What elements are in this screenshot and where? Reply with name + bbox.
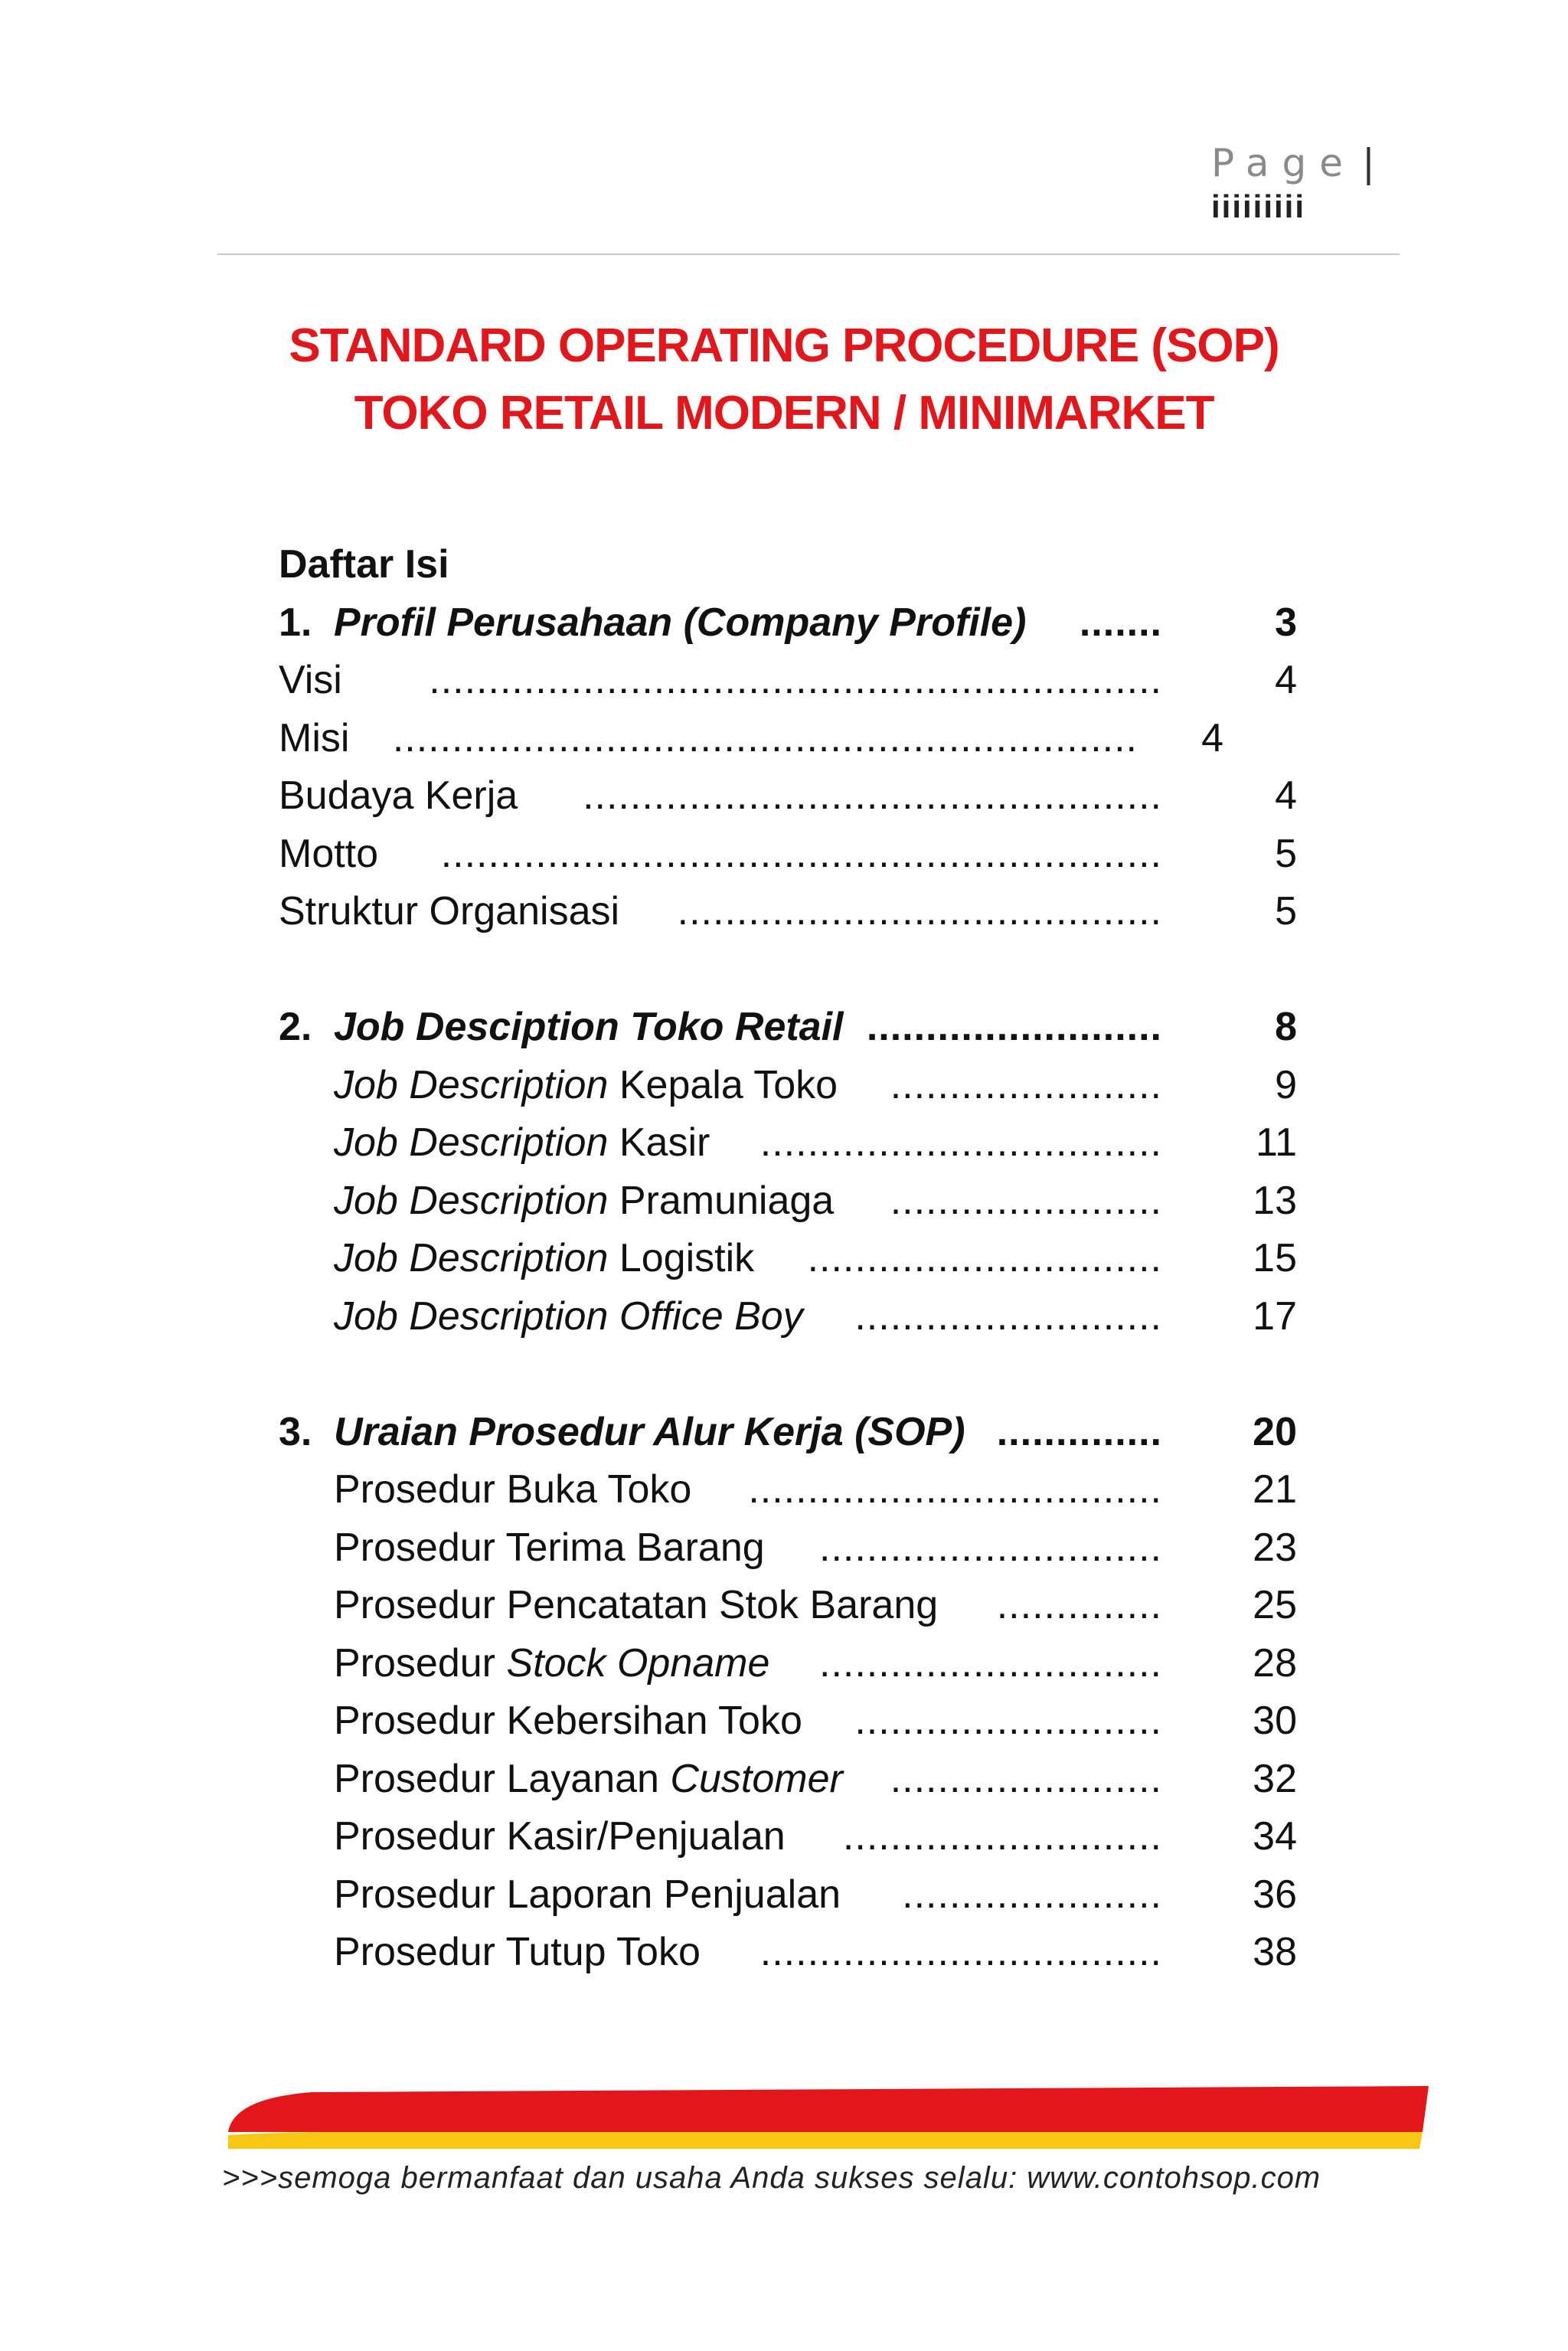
toc-page-number: 28 — [1253, 1640, 1297, 1686]
toc-item-label: Visi — [279, 658, 342, 702]
toc-item-label — [334, 1751, 843, 1809]
toc-item-jd-kepala-toko[interactable] — [279, 1057, 1297, 1115]
toc-item-label: Prosedur Terima Barang — [334, 1525, 765, 1570]
toc-item-prosedur-layanan-customer[interactable] — [279, 1751, 1297, 1809]
toc-item-misi[interactable] — [279, 710, 1297, 768]
toc-item-label-italic: Job Description Office Boy — [334, 1293, 803, 1339]
title-line-2: TOKO RETAIL MODERN / MINIMARKET — [354, 387, 1214, 440]
toc-page-number: 3 — [1275, 600, 1297, 645]
toc-item-label — [334, 1230, 754, 1288]
toc-page-number: 11 — [1256, 1120, 1297, 1165]
toc-item-visi[interactable] — [279, 652, 1297, 710]
toc-section-2[interactable] — [279, 999, 1297, 1057]
toc-page-number: 17 — [1253, 1293, 1297, 1339]
document-title — [0, 312, 1568, 447]
toc-item-motto[interactable] — [279, 826, 1297, 884]
toc-item-label — [334, 1635, 769, 1693]
toc-page-number: 32 — [1253, 1756, 1297, 1801]
toc-leader-dots: ....................... — [890, 1178, 1162, 1223]
toc-leader-dots: ......................... — [866, 1005, 1162, 1049]
toc-item-prosedur-kasir-penjualan[interactable] — [279, 1808, 1297, 1866]
toc-leader-dots: .......................... — [854, 1699, 1162, 1743]
toc-page-number: 30 — [1253, 1699, 1297, 1743]
toc-leader-dots: ............................................................. — [440, 831, 1162, 876]
toc-leader-dots: .............................. — [807, 1236, 1162, 1280]
toc-page-number: 4 — [1275, 658, 1297, 702]
toc-section-label — [279, 999, 844, 1057]
toc-leader-dots: ....................... — [890, 1756, 1162, 1801]
toc-leader-dots: .......................... — [854, 1293, 1162, 1339]
toc-item-jd-pramuniaga[interactable] — [279, 1172, 1297, 1231]
toc-item-label: Prosedur Kasir/Penjualan — [334, 1814, 786, 1859]
header-rule — [217, 253, 1400, 255]
toc-item-label-rest: Kepala Toko — [608, 1062, 838, 1107]
toc-page-number: 21 — [1253, 1467, 1297, 1512]
toc-page-number: 20 — [1253, 1409, 1297, 1454]
toc-item-label — [334, 1057, 838, 1115]
toc-leader-dots: ................................... — [748, 1467, 1162, 1512]
toc-leader-dots: ................................................. — [583, 773, 1162, 818]
toc-item-label: Motto — [279, 831, 379, 876]
toc-item-label: Struktur Organisasi — [279, 889, 620, 934]
toc-leader-dots: .................................. — [760, 1120, 1162, 1165]
page-header — [1211, 141, 1395, 225]
toc-section-number: 2. — [279, 1005, 312, 1049]
toc-section-label — [279, 1404, 965, 1462]
toc-item-prosedur-laporan-penjualan[interactable] — [279, 1866, 1297, 1924]
footer-text: >>>semoga bermanfaat dan usaha Anda sukses selalu: www.contohsop.com — [222, 2161, 1321, 2195]
toc-item-label: Prosedur Tutup Toko — [334, 1930, 701, 1974]
toc-item-label — [334, 1288, 803, 1346]
toc-page-number: 8 — [1275, 1005, 1297, 1049]
toc-item-label-italic: Stock Opname — [506, 1640, 770, 1686]
toc-item-label: Prosedur Pencatatan Stok Barang — [334, 1583, 939, 1627]
toc-item-prosedur-tutup-toko[interactable] — [279, 1924, 1297, 1982]
toc-item-jd-logistik[interactable] — [279, 1230, 1297, 1288]
page-word: Page — [1211, 141, 1357, 185]
toc-item-label — [334, 1114, 710, 1172]
toc-section-3[interactable] — [279, 1404, 1297, 1462]
toc-item-label: Prosedur Kebersihan Toko — [334, 1699, 802, 1743]
toc-page-number: 5 — [1275, 889, 1297, 934]
toc-page-number: 38 — [1253, 1930, 1297, 1974]
page-label — [1211, 141, 1395, 185]
toc-leader-dots: .............. — [996, 1409, 1162, 1454]
toc-item-prosedur-kebersihan-toko[interactable] — [279, 1692, 1297, 1751]
toc-item-budaya-kerja[interactable] — [279, 767, 1297, 826]
toc-item-label-italic: Job Description — [334, 1178, 609, 1223]
toc-section-1[interactable] — [279, 594, 1297, 652]
toc-item-label-pre: Prosedur — [334, 1640, 507, 1686]
toc-spacer — [279, 941, 1297, 999]
toc-page-number: 34 — [1253, 1814, 1297, 1859]
toc-item-prosedur-pencatatan-stok[interactable] — [279, 1577, 1297, 1635]
toc-item-prosedur-terima-barang[interactable] — [279, 1519, 1297, 1578]
toc-item-label: Prosedur Laporan Penjualan — [334, 1872, 841, 1917]
toc-item-label-rest: Kasir — [608, 1120, 710, 1165]
page-number: iiiiiiiii — [1211, 188, 1306, 224]
toc-item-label-pre: Prosedur Layanan — [334, 1756, 671, 1801]
toc-leader-dots: .............. — [996, 1583, 1162, 1627]
toc-item-label-rest: Logistik — [608, 1236, 755, 1280]
toc-leader-dots: ......................................... — [677, 889, 1162, 934]
toc-page-number: 15 — [1253, 1236, 1297, 1280]
toc-item-label: Misi — [279, 715, 350, 760]
toc-section-title: Job Desciption Toko Retail — [334, 1005, 844, 1049]
toc-spacer — [279, 1346, 1297, 1404]
toc-item-label-italic: Job Description — [334, 1062, 609, 1107]
toc-section-number: 3. — [279, 1409, 312, 1454]
toc-page-number: 5 — [1275, 831, 1297, 876]
toc-leader-dots: ....................... — [890, 1062, 1162, 1107]
toc-page-number: 25 — [1253, 1583, 1297, 1627]
footer-band-red — [228, 2086, 1429, 2132]
table-of-contents — [279, 536, 1297, 1982]
toc-item-jd-office-boy[interactable] — [279, 1288, 1297, 1346]
toc-item-jd-kasir[interactable] — [279, 1114, 1297, 1172]
title-line-1: STANDARD OPERATING PROCEDURE (SOP) — [289, 319, 1279, 372]
toc-page-number: 13 — [1253, 1178, 1297, 1223]
footer-color-band — [228, 2083, 1429, 2160]
page-separator: | — [1362, 141, 1375, 185]
toc-page-number: 9 — [1275, 1062, 1297, 1107]
toc-page-number: 4 — [1201, 715, 1223, 760]
toc-item-label: Budaya Kerja — [279, 773, 518, 818]
toc-leader-dots: ............................................................... — [392, 715, 1138, 760]
toc-item-label-italic: Customer — [670, 1756, 843, 1801]
toc-leader-dots: ............................. — [819, 1640, 1162, 1686]
toc-leader-dots: ...................... — [902, 1872, 1162, 1917]
toc-page-number: 36 — [1253, 1872, 1297, 1917]
toc-leader-dots: .................................. — [760, 1930, 1162, 1974]
toc-item-struktur-organisasi[interactable] — [279, 883, 1297, 941]
toc-item-label-italic: Job Description — [334, 1236, 609, 1280]
toc-leader-dots: .............................................................. — [429, 658, 1162, 702]
toc-section-title: Profil Perusahaan (Company Profile) — [334, 600, 1027, 645]
toc-section-number: 1. — [279, 600, 312, 645]
toc-page-number: 4 — [1275, 773, 1297, 818]
toc-leader-dots: ............................. — [819, 1525, 1162, 1570]
toc-heading: Daftar Isi — [279, 542, 449, 587]
toc-section-label — [279, 594, 1026, 652]
toc-item-label: Prosedur Buka Toko — [334, 1467, 692, 1512]
toc-leader-dots: ........................... — [842, 1814, 1162, 1859]
toc-page-number: 23 — [1253, 1525, 1297, 1570]
toc-item-label — [334, 1172, 834, 1231]
toc-section-title: Uraian Prosedur Alur Kerja (SOP) — [334, 1409, 965, 1454]
toc-item-prosedur-buka-toko[interactable] — [279, 1461, 1297, 1519]
toc-item-prosedur-stock-opname[interactable] — [279, 1635, 1297, 1693]
footer-band-yellow — [228, 2132, 1423, 2149]
toc-item-label-italic: Job Description — [334, 1120, 609, 1165]
toc-leader-dots: ....... — [1079, 600, 1162, 645]
toc-item-label-rest: Pramuniaga — [608, 1178, 835, 1223]
